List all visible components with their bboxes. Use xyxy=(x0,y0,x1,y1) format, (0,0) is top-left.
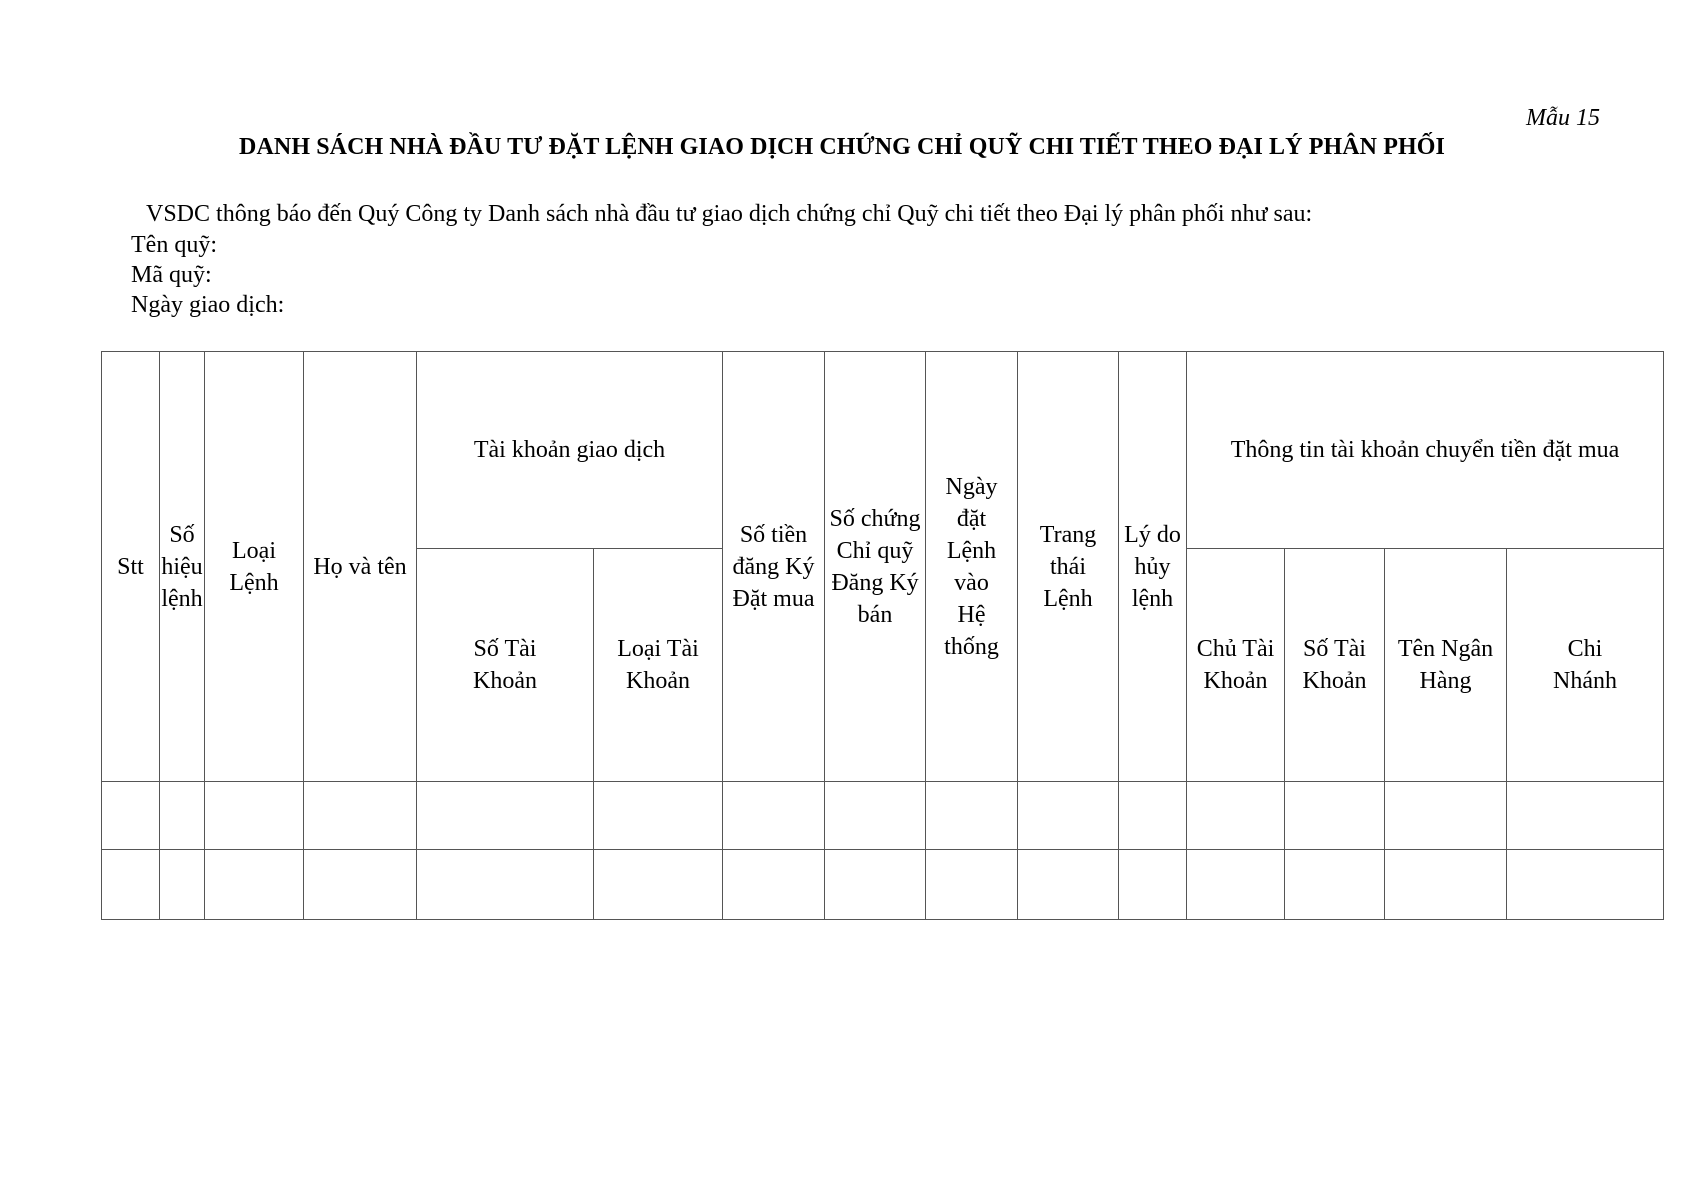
header-order-type: Loại Lệnh xyxy=(205,352,304,782)
table-cell[interactable] xyxy=(205,850,304,920)
table-cell[interactable] xyxy=(926,850,1018,920)
table-cell[interactable] xyxy=(723,850,825,920)
table-cell[interactable] xyxy=(594,850,723,920)
table-cell[interactable] xyxy=(160,850,205,920)
header-order-number: Số hiệu lệnh xyxy=(160,352,205,782)
table-cell[interactable] xyxy=(417,850,594,920)
table-cell[interactable] xyxy=(102,850,160,920)
table-cell[interactable] xyxy=(417,782,594,850)
table-cell[interactable] xyxy=(1187,782,1285,850)
table-row xyxy=(102,850,1664,920)
table-cell[interactable] xyxy=(1119,782,1187,850)
table-cell[interactable] xyxy=(304,850,417,920)
fund-name-label: Tên quỹ: xyxy=(131,232,217,258)
fund-code-label: Mã quỹ: xyxy=(131,262,212,288)
header-bank-name: Tên Ngân Hàng xyxy=(1385,549,1507,782)
header-stt: Stt xyxy=(102,352,160,782)
table-cell[interactable] xyxy=(1285,782,1385,850)
trade-date-label: Ngày giao dịch: xyxy=(131,292,285,318)
header-account-holder: Chủ Tài Khoản xyxy=(1187,549,1285,782)
table-cell[interactable] xyxy=(723,782,825,850)
header-account-number: Số Tài Khoản xyxy=(417,549,594,782)
table-cell[interactable] xyxy=(304,782,417,850)
table-cell[interactable] xyxy=(1119,850,1187,920)
table-cell[interactable] xyxy=(1385,850,1507,920)
table-cell[interactable] xyxy=(594,782,723,850)
table-row xyxy=(102,782,1664,850)
table-cell[interactable] xyxy=(1285,850,1385,920)
header-cancel-reason: Lý do hủy lệnh xyxy=(1119,352,1187,782)
header-branch: Chi Nhánh xyxy=(1507,549,1664,782)
header-sell-units: Số chứng Chỉ quỹ Đăng Ký bán xyxy=(825,352,926,782)
header-trading-account-group: Tài khoản giao dịch xyxy=(417,352,723,549)
table-cell[interactable] xyxy=(926,782,1018,850)
table-cell[interactable] xyxy=(205,782,304,850)
form-number: Mẫu 15 xyxy=(1526,105,1600,131)
header-full-name: Họ và tên xyxy=(304,352,417,782)
table-cell[interactable] xyxy=(825,782,926,850)
intro-text: VSDC thông báo đến Quý Công ty Danh sách nhà đầu tư giao dịch chứng chỉ Quỹ chi tiết theo Đại lý phân phối như sau: xyxy=(146,201,1313,227)
table-cell[interactable] xyxy=(102,782,160,850)
table-cell[interactable] xyxy=(1018,782,1119,850)
table-cell[interactable] xyxy=(1385,782,1507,850)
header-order-date: Ngày đặt Lệnh vào Hệ thống xyxy=(926,352,1018,782)
table-cell[interactable] xyxy=(1507,850,1664,920)
header-buy-amount: Số tiền đăng Ký Đặt mua xyxy=(723,352,825,782)
table-cell[interactable] xyxy=(825,850,926,920)
document-title: DANH SÁCH NHÀ ĐẦU TƯ ĐẶT LỆNH GIAO DỊCH CHỨNG CHỈ QUỸ CHI TIẾT THEO ĐẠI LÝ PHÂN PHỐI xyxy=(239,134,1445,160)
header-transfer-account-group: Thông tin tài khoản chuyển tiền đặt mua xyxy=(1187,352,1664,549)
header-transfer-account-number: Số Tài Khoản xyxy=(1285,549,1385,782)
table-cell[interactable] xyxy=(1187,850,1285,920)
header-order-status: Trang thái Lệnh xyxy=(1018,352,1119,782)
header-account-type: Loại Tài Khoản xyxy=(594,549,723,782)
table-cell[interactable] xyxy=(1507,782,1664,850)
investor-order-table xyxy=(101,351,1664,920)
table-cell[interactable] xyxy=(160,782,205,850)
table-cell[interactable] xyxy=(1018,850,1119,920)
